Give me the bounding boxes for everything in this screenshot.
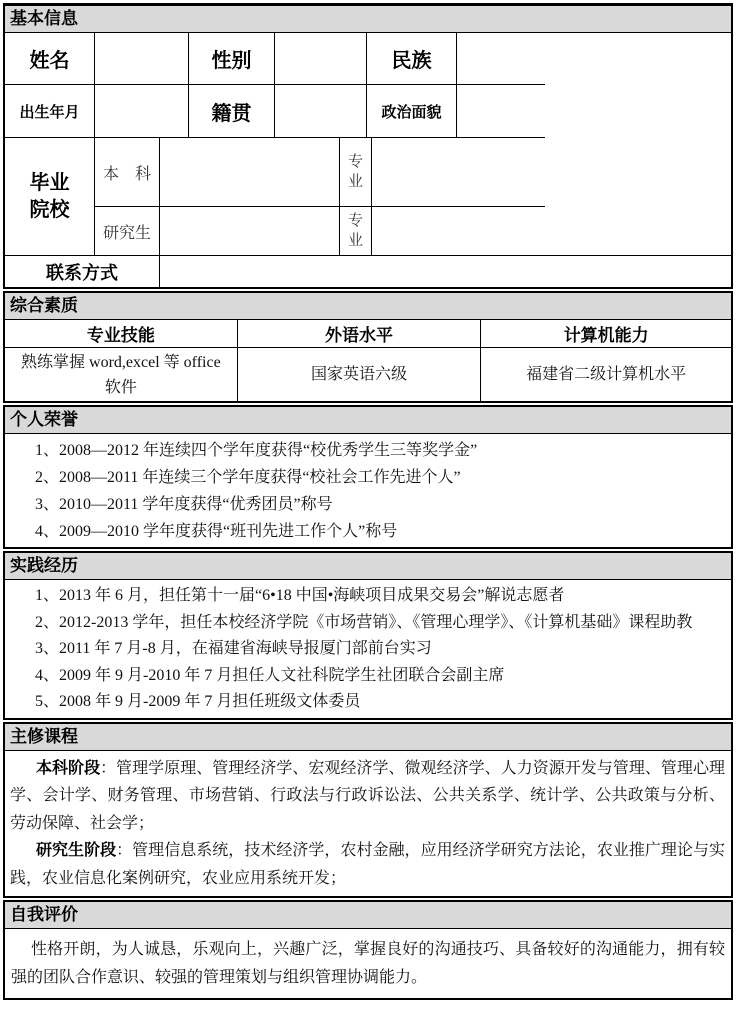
graduate-school-label bbox=[5, 138, 95, 255]
section-personal-honors bbox=[3, 405, 733, 549]
undergrad-row bbox=[95, 138, 547, 207]
undergrad-major-label bbox=[340, 138, 372, 207]
grad-stage-label: 研究生阶段 bbox=[36, 842, 117, 859]
grad-school-value-cell[interactable] bbox=[160, 207, 340, 255]
native-place-label: 籍贯 bbox=[189, 85, 275, 138]
grad-major-value-cell[interactable] bbox=[372, 207, 547, 255]
contact-label: 联系方式 bbox=[5, 256, 160, 287]
professional-skills-column-header: 专业技能 bbox=[5, 320, 238, 348]
major-label-text: 专业 bbox=[347, 213, 363, 249]
list-item: 1、2013 年 6 月，担任第十一届“6•18 中国•海峡项目成果交易会”解说志愿者 bbox=[35, 587, 565, 604]
self-evaluation-content bbox=[5, 929, 731, 998]
major-label-text: 专业 bbox=[347, 154, 363, 190]
undergrad-label: 本 科 bbox=[95, 138, 160, 207]
personal-honors-header: 个人荣誉 bbox=[5, 407, 731, 434]
list-item: 4、2009—2010 学年度获得“班刊先进工作个人”称号 bbox=[35, 523, 398, 540]
practical-experience-header: 实践经历 bbox=[5, 553, 731, 580]
section-self-evaluation bbox=[3, 900, 733, 1000]
ethnicity-label: 民族 bbox=[367, 33, 457, 85]
honors-list bbox=[5, 434, 731, 547]
grad-courses-text: ：管理信息系统，技术经济学，农村金融，应用经济学研究方法论，农业推广理论与实践，农业信息化案例研究，农业应用系统开发； bbox=[10, 842, 725, 887]
list-item: 2、2012-2013 学年，担任本校经济学院《市场营销》、《管理心理学》、《计算机基础》课程助教 bbox=[35, 613, 693, 631]
basic-info-header: 基本信息 bbox=[5, 6, 731, 33]
undergrad-major-value-cell[interactable] bbox=[372, 138, 547, 207]
grad-row bbox=[95, 207, 547, 255]
grad-label: 研究生 bbox=[95, 207, 160, 255]
list-item: 1、2008—2012 年连续四个学年度获得“校优秀学生三等奖学金” bbox=[35, 442, 478, 459]
foreign-language-value: 国家英语六级 bbox=[238, 348, 482, 401]
graduate-school-label-text: 毕业院校 bbox=[29, 171, 70, 221]
grad-courses-paragraph bbox=[10, 837, 725, 892]
list-item: 3、2010—2011 学年度获得“优秀团员”称号 bbox=[35, 496, 333, 513]
professional-skills-value: 熟练掌握 word,excel 等 office 软件 bbox=[5, 348, 238, 401]
education-sub-rows bbox=[95, 138, 547, 255]
list-item: 4、2009 年 9 月-2010 年 7 月担任人文社科院学生社团联合会副主席 bbox=[35, 666, 505, 684]
section-basic-info bbox=[3, 3, 733, 289]
foreign-language-column-header: 外语水平 bbox=[238, 320, 482, 348]
gender-value-cell[interactable] bbox=[275, 33, 367, 85]
basic-info-table bbox=[5, 33, 731, 287]
undergrad-stage-label: 本科阶段 bbox=[36, 759, 101, 777]
quality-column-headers bbox=[5, 320, 731, 348]
self-evaluation-text: 性格开朗，为人诚恳，乐观向上，兴趣广泛，掌握良好的沟通技巧、具备较好的沟通能力，拥有较强的团队合作意识、较强的管理策划与组织管理协调能力。 bbox=[11, 941, 725, 986]
native-place-value-cell[interactable] bbox=[275, 85, 367, 138]
grad-major-label bbox=[340, 207, 372, 255]
contact-value-cell[interactable] bbox=[160, 256, 731, 287]
section-comprehensive-quality bbox=[3, 291, 733, 403]
list-item: 2、2008—2011 年连续三个学年度获得“校社会工作先进个人” bbox=[35, 469, 461, 486]
undergrad-courses-text: ：管理学原理、管理经济学、宏观经济学、微观经济学、人力资源开发与管理、管理心理学、会计学、财务管理、市场营销、行政法与行政诉讼法、公共关系学、统计学、公共政策与分析、劳动保障、社会学； bbox=[10, 759, 725, 832]
resume-page bbox=[3, 0, 733, 1000]
courses-content bbox=[5, 751, 731, 897]
contact-row bbox=[5, 256, 731, 287]
section-practical-experience bbox=[3, 551, 733, 720]
quality-values-row bbox=[5, 348, 731, 401]
self-evaluation-header: 自我评价 bbox=[5, 902, 731, 929]
comprehensive-quality-header: 综合素质 bbox=[5, 293, 731, 320]
computer-skills-column-header: 计算机能力 bbox=[481, 320, 731, 348]
political-status-value-cell[interactable] bbox=[457, 85, 547, 138]
photo-placeholder-cell[interactable] bbox=[545, 33, 731, 255]
birth-date-label: 出生年月 bbox=[5, 85, 95, 138]
main-courses-header: 主修课程 bbox=[5, 724, 731, 751]
name-label: 姓名 bbox=[5, 33, 95, 85]
list-item: 5、2008 年 9 月-2009 年 7 月担任班级文体委员 bbox=[35, 693, 361, 710]
computer-skills-value: 福建省二级计算机水平 bbox=[526, 366, 687, 383]
political-status-label: 政治面貌 bbox=[367, 85, 457, 138]
section-main-courses bbox=[3, 722, 733, 899]
ethnicity-value-cell[interactable] bbox=[457, 33, 547, 85]
name-value-cell[interactable] bbox=[95, 33, 189, 85]
undergrad-courses-paragraph bbox=[10, 755, 725, 838]
experience-list bbox=[5, 580, 731, 718]
list-item: 3、2011 年 7 月-8 月，在福建省海峡导报厦门部前台实习 bbox=[35, 640, 432, 657]
gender-label: 性别 bbox=[189, 33, 275, 85]
undergrad-school-value-cell[interactable] bbox=[160, 138, 340, 207]
birth-date-value-cell[interactable] bbox=[95, 85, 189, 138]
